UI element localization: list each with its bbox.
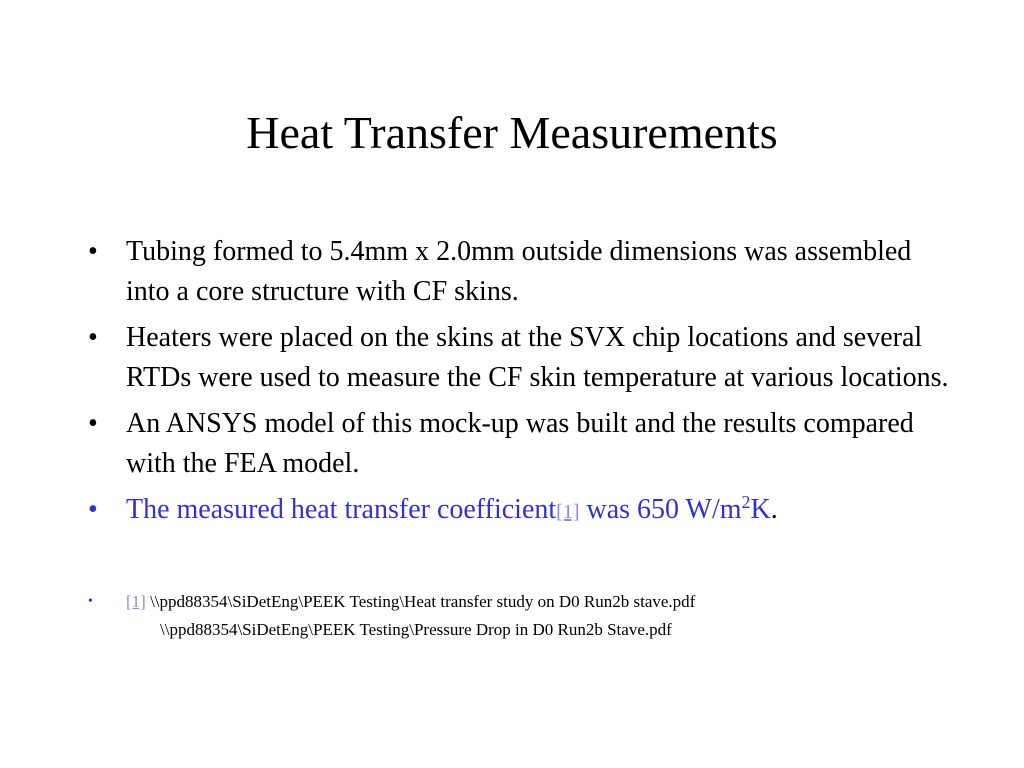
reference-path-1: \\ppd88354\SiDetEng\PEEK Testing\Heat transfer study on D0 Run2b stave.pdf — [145, 592, 696, 611]
bullet-item-ansys — [82, 404, 952, 484]
bullet-icon: • — [88, 408, 98, 439]
unit-end: K — [750, 494, 771, 525]
reference-item — [82, 588, 982, 644]
reference-path-2: \\ppd88354\SiDetEng\PEEK Testing\Pressure Drop in D0 Run2b Stave.pdf — [160, 620, 672, 639]
bullet-item-coefficient — [82, 490, 952, 532]
coefficient-text: The measured heat transfer coefficient — [126, 494, 557, 525]
unit-superscript: 2 — [741, 492, 751, 512]
bullet-icon: • — [88, 236, 98, 267]
slide-title: Heat Transfer Measurements — [246, 107, 778, 158]
bullet-list — [82, 232, 952, 538]
bullet-icon: • — [88, 322, 98, 353]
bullet-text: An ANSYS model of this mock-up was built and the results compared with the FEA model. — [126, 408, 914, 479]
bullet-item-tubing — [82, 232, 952, 312]
citation-link[interactable]: [1] — [556, 501, 580, 523]
bullet-item-heaters — [82, 318, 952, 398]
bullet-icon: • — [88, 494, 98, 525]
bullet-text: Tubing formed to 5.4mm x 2.0mm outside dimensions was assembled into a core structure with CF skins. — [126, 236, 912, 307]
coefficient-value: was 650 W/m — [579, 494, 742, 525]
bullet-text: Heaters were placed on the skins at the SVX chip locations and several RTDs were used to measure the CF skin temperature at various locations. — [126, 322, 949, 393]
reference-bullet-icon: • — [88, 594, 93, 609]
period: . — [770, 494, 778, 525]
reference-link[interactable]: [1] — [126, 592, 146, 611]
reference-list — [82, 588, 982, 644]
